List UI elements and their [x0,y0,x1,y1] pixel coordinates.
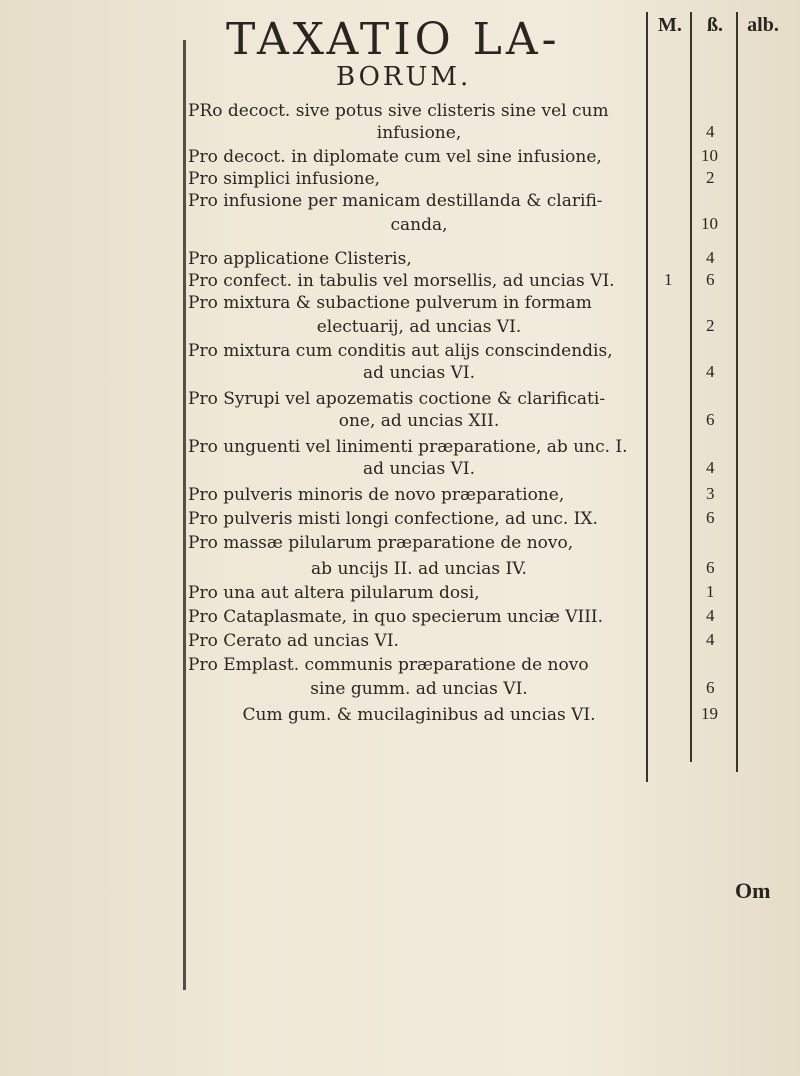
catchword: Om [735,878,771,903]
amount-ss: 1 [706,582,715,601]
amount-ss: 2 [706,316,715,335]
amount-column-headers [648,14,788,48]
entry-line: one, ad uncias XII. [338,411,500,431]
amount-ss: 6 [706,558,715,577]
entry-line: Pro una aut altera pilularum dosi, [188,583,480,603]
column-header-alb: alb. [747,14,779,36]
entry-line: Pro mixtura cum conditis aut alijs conscindendis, [188,341,613,361]
amount-ss: 4 [706,362,715,381]
amount-ss: 4 [706,248,715,267]
entry-line: Pro Cerato ad uncias VI. [188,631,399,651]
amount-ss: 4 [706,606,715,625]
entry-line: Pro Cataplasmate, in quo specierum unciæ VIII. [188,607,604,627]
entry-line: Pro applicatione Clisteris, [188,249,412,269]
column-header-ss: ß. [706,14,724,36]
entry-line: Pro confect. in tabulis vel morsellis, ad uncias VI. [188,271,615,291]
amount-ss: 4 [706,458,715,477]
page-subtitle: BORUM. [336,62,472,92]
column-rule [736,12,738,772]
amount-ss: 3 [706,484,715,503]
entry-line: Pro Syrupi vel apozematis coctione & clarificati- [188,389,606,409]
entry-line: Pro simplici infusione, [188,169,381,189]
amount-ss: 10 [701,214,718,233]
amount-ss: 6 [706,678,715,697]
column-header-m: M. [658,14,682,36]
page-gutter-line [183,40,186,990]
entry-line: sine gumm. ad uncias VI. [310,679,528,699]
amount-ss: 6 [706,410,715,429]
amount-m: 1 [664,270,673,289]
amount-ss: 2 [706,168,715,187]
entry-line: Pro pulveris misti longi confectione, ad unc. IX. [188,509,598,529]
entry-line: infusione, [376,123,462,143]
entry-line: Pro mixtura & subactione pulverum in formam [188,293,592,313]
entry-line: ab uncijs II. ad uncias IV. [311,559,527,579]
entry-line: electuarij, ad uncias VI. [316,317,522,337]
entry-line: Pro unguenti vel linimenti præparatione, ab unc. I. [188,437,628,457]
entry-line: ad uncias VI. [363,459,475,479]
entry-line: ad uncias VI. [363,363,475,383]
entry-line: PRo decoct. sive potus sive clisteris sine vel cum [188,101,609,121]
entry-line: canda, [390,215,448,235]
entry-line: Cum gum. & mucilaginibus ad uncias VI. [242,705,596,725]
amount-ss: 10 [701,146,718,165]
page-title: TAXATIO LA- [226,14,561,65]
amount-ss: 4 [706,122,715,141]
entry-line: Pro pulveris minoris de novo præparatione, [188,485,565,505]
entry-line: Pro infusione per manicam destillanda & clarifi- [188,191,603,211]
entry-line: Pro massæ pilularum præparatione de novo, [188,533,574,553]
amount-ss: 19 [701,704,718,723]
amount-ss: 4 [706,630,715,649]
entry-line: Pro Emplast. communis præparatione de novo [188,655,589,675]
amount-ss: 6 [706,508,715,527]
entry-line: Pro decoct. in diplomate cum vel sine infusione, [188,147,602,167]
amount-ss: 6 [706,270,715,289]
column-rule [690,12,692,762]
